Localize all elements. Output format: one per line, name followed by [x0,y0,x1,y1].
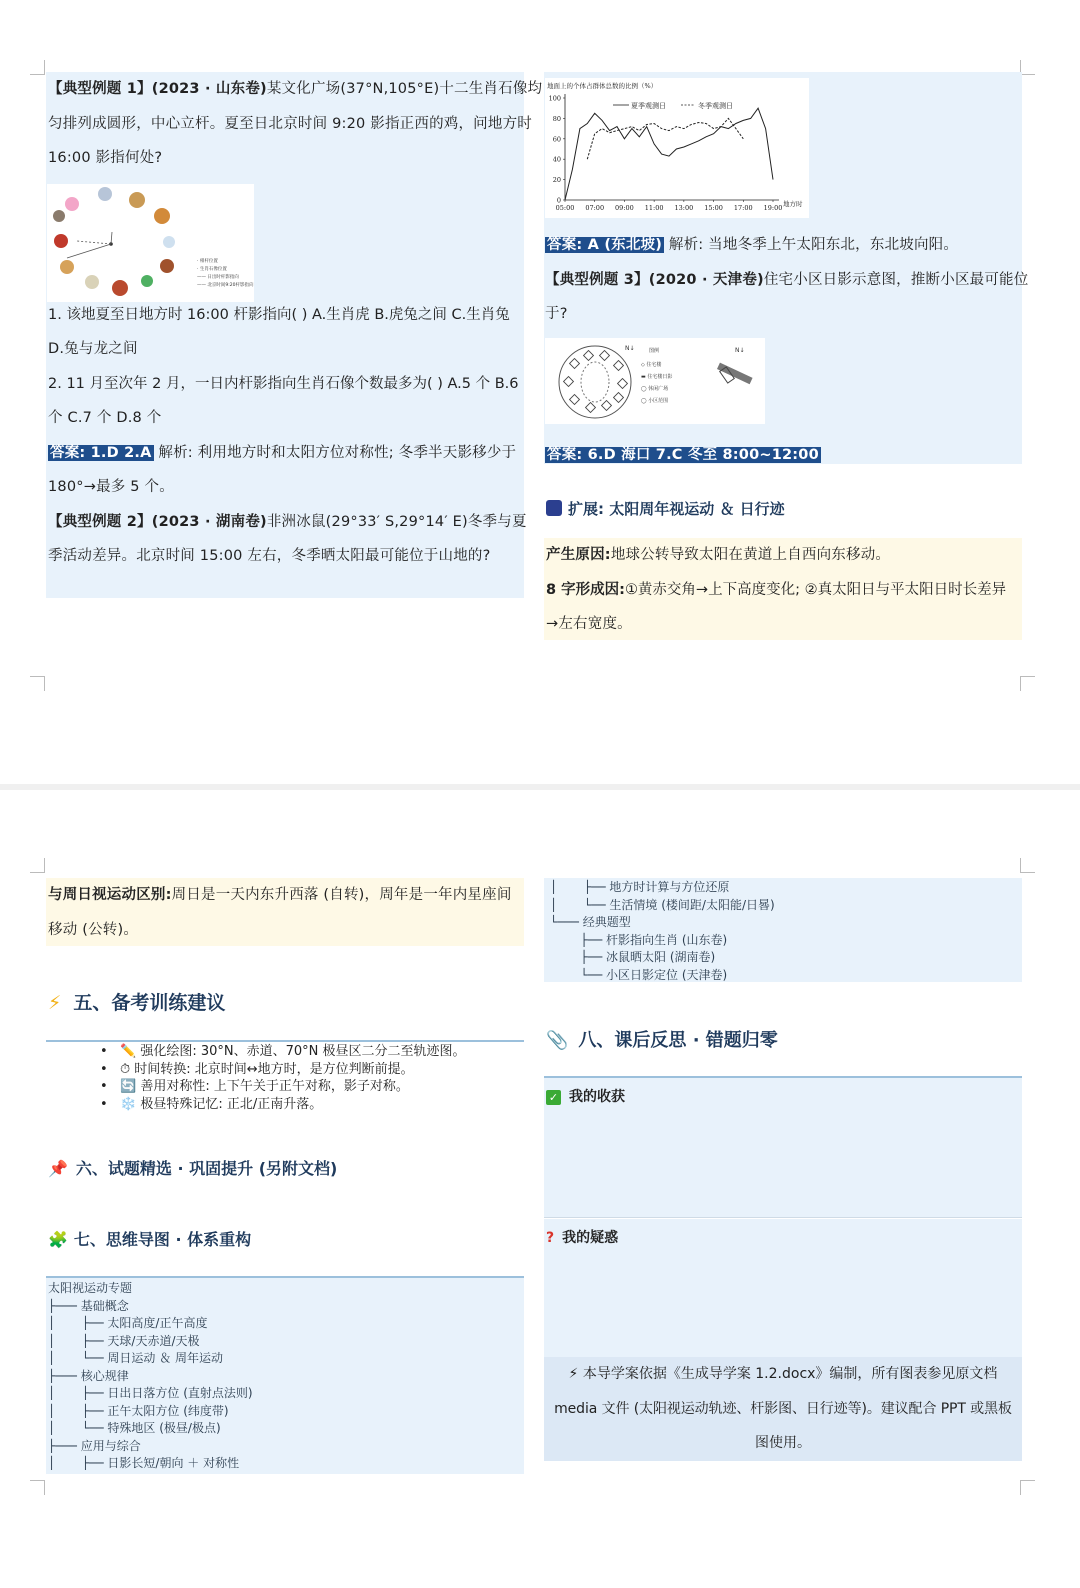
y-tick-label: 100 [548,94,561,103]
housing-shadow-figure [545,338,765,424]
ox-icon [129,192,145,208]
y-tick-label: 60 [552,135,561,144]
x-tick-label: 09:00 [615,204,634,212]
example-1-text: 某文化广场(37°N,105°E)十二生肖石像均 [266,81,543,97]
chart-xlabel: 地方时 [783,200,803,208]
crop-mark [30,60,45,75]
rat-icon [98,187,112,201]
activity-chart [545,78,809,218]
legend-text: · 生肖石像位置 [197,267,227,272]
legend-winter: 冬季观测日 [698,102,733,110]
crop-mark [1020,676,1035,691]
question-1: D.兔与龙之间 [48,341,138,357]
legend-text: ◇ 住宅楼 [641,362,662,368]
example-3-title: 【典型例题 3】(2020 · 天津卷) [545,271,764,288]
example-1-title: 【典型例题 1】(2023 · 山东卷) [48,81,267,97]
crop-mark [30,1480,45,1495]
legend-text: ◯ 休闲广场 [641,386,669,392]
y-tick-label: 0 [556,196,561,205]
figure8-label: 8 字形成因: [546,581,625,598]
series-winter-line [587,118,743,159]
example-1-box [46,72,543,598]
answer-explanation: 180°→最多 5 个。 [48,479,174,495]
check-icon: ✓ [546,1090,561,1105]
difference-text: 移动 (公转)。 [48,921,139,938]
cause-label: 产生原因: [546,547,611,563]
horse-icon [112,280,128,296]
answer-explanation: 解析: 当地冬季上午太阳东北，东北坡向阳。 [668,237,959,253]
note-text: media 文件 (太阳视运动轨迹、杆影图、日行迹等)。建议配合 PPT 或黑板 [554,1400,1012,1417]
legend-text: ▬ 住宅楼日影 [641,374,673,380]
note-box [544,1357,1022,1461]
legend-summer: 夏季观测日 [631,102,666,110]
mind-map-tree: │ ├── 地方时计算与方位还原 │ └── 生活情境 (楼间距/太阳能/日晷) └─── 经典题型 ├── 杆影指向生肖 (山东卷) ├── 冰鼠晒太阳 (湖南卷) └── 小区日影定位 (天津卷) [550,880,775,982]
page-1 [0,0,1080,784]
question-1: 1. 该地夏至日地方时 16:00 杆影指向( ) A.生肖虎 B.虎兔之间 C.生肖兔 [48,306,510,323]
buildings [564,351,628,413]
tiger-icon [154,208,170,224]
legend-text: ◯ 小区范围 [641,398,669,404]
tips-list [120,1043,520,1113]
line-chart [545,78,809,218]
x-tick-label: 11:00 [644,204,664,212]
north-arrow-icon: N↓ [735,347,745,354]
x-tick-label: 05:00 [555,204,575,212]
sunrise-shadow-line [77,241,111,244]
tip-item: • 🔄 善用对称性: 上下午关于正午对称，影子对称。 [120,1078,520,1096]
question-2: 个 C.7 个 D.8 个 [48,410,162,426]
y-tick-label: 40 [552,155,561,164]
crop-mark [1020,60,1035,75]
tip-item: • ⏱ 时间转换: 北京时间↔地方时，是方位判断前提。 [120,1061,520,1079]
shadow-line [111,232,112,244]
example-2-text: 季活动差异。北京时间 15:00 左右，冬季晒太阳最可能位于山地的? [48,548,491,564]
x-tick-label: 15:00 [704,204,723,212]
shadow-0920-line [67,244,111,258]
rooster-icon [54,234,68,248]
legend-text: 图例 [649,348,660,354]
goat-icon [85,275,99,289]
crop-mark [1020,1480,1035,1495]
galaxy-icon [546,500,562,516]
tip-item: • ❄️ 极昼特殊记忆: 正北/正南升落。 [120,1096,520,1114]
tip-item: • ✏️ 强化绘图: 30°N、赤道、70°N 极昼区二分二至轨迹图。 [120,1043,520,1061]
legend-text: —— 日出时杆影指向 [197,275,239,280]
crop-mark [1020,858,1035,873]
example-2-title: 【典型例题 2】(2023 · 湖南卷) [48,513,267,530]
answer-badge: 答案: 1.D 2.A [50,444,152,461]
example-1-text: 匀排列成圆形，中心立杆。夏至日北京时间 9:20 影指正西的鸡，问地方时 [48,115,532,132]
question-2: 2. 11 月至次年 2 月，一日内杆影指向生肖石像个数最多为( ) A.5 个 B.6 [48,375,519,392]
pig-icon [65,197,79,211]
housing-diagram [545,338,765,424]
plaza-shape [581,362,609,402]
series-summer-line [565,108,773,200]
x-tick-label: 07:00 [585,204,605,212]
x-tick-label: 19:00 [763,204,783,212]
gain-box [544,1078,1022,1218]
example-3-text: 于? [545,306,568,322]
answer-badge: 答案: A (东北坡) [547,237,663,253]
legend-text: —— 北京时间9:20杆影指向 [197,283,254,288]
snake-icon [141,275,153,287]
example-1-text: 16:00 影指何处? [48,150,163,166]
building-shadow-shape [717,363,753,385]
figure8-text: ①黄赤交角→上下高度变化; ②真太阳日与平太阳日时长差异 [624,581,1007,598]
crop-mark [30,858,45,873]
difference-label: 与周日视运动区别: [48,887,172,903]
section-6-heading: 📌 六、试题精选 · 巩固提升 (另附文档) [48,1159,338,1178]
figure8-text: →左右宽度。 [546,616,632,632]
crop-mark [30,676,45,691]
example-2-text: 非洲冰鼠(29°33′ S,29°14′ E)冬季与夏 [266,513,527,530]
section-7-heading: 🧩 七、思维导图 · 体系重构 [48,1230,252,1249]
answer-explanation: 解析: 利用地方时和太阳方位对称性; 冬季半天影移少于 [158,444,517,461]
section-8-heading: 📎 八、课后反思 · 错题归零 [546,1030,778,1051]
y-tick-label: 20 [552,176,561,185]
page-2 [0,790,1080,1588]
difference-box [46,878,524,946]
cause-text: 地球公转导致太阳在黄道上自西向东移动。 [610,547,891,563]
mind-map-box-continued [544,878,1022,982]
section-divider [46,1040,524,1042]
monkey-icon [60,260,74,274]
rabbit-icon [163,236,175,248]
zodiac-statue-figure [47,184,254,302]
answer-badge: 答案: 6.D 海口 7.C 冬至 8:00~12:00 [547,447,819,463]
mind-map-tree: 太阳视运动专题 ├─── 基础概念 │ ├── 太阳高度/正午高度 │ ├── 天球/天赤道/天极 │ └── 周日运动 ＆ 周年运动 ├─── 核心规律 │ ├── 日出日落方位 (直射点法则) │ ├── 正午太阳方位 (纬度带) │ └── 特殊地区 (极昼/极点) ├─── 应用与综合 │ ├── 日影长短/朝向 ＋ 对称性 [48,1281,253,1470]
legend-text: · 相杆位置 [197,259,218,264]
extension-heading: 扩展: 太阳周年视运动 ＆ 日行迹 [546,498,785,519]
zodiac-diagram [47,184,254,302]
note-text: 图使用。 [755,1435,811,1451]
question-icon: ? [546,1230,555,1246]
lightning-icon: ⚡ [48,992,62,1014]
paperclip-icon: 📎 [546,1030,569,1051]
chart-ylabel: 地面上的个体占群体总数的比例（%） [547,82,658,90]
example-3-text: 住宅小区日影示意图，推断小区最可能位 [763,271,1029,288]
difference-text: 周日是一天内东升西落 (自转)，周年是一年内星座间 [171,887,512,903]
y-tick-label: 80 [552,114,561,123]
doubt-box [544,1219,1022,1357]
mind-map-box [46,1278,524,1474]
puzzle-icon: 🧩 [48,1230,68,1249]
note-text: ⚡ 本导学案依据《生成导学案 1.2.docx》编制，所有图表参见原文档 [568,1366,998,1382]
doubt-heading: ? 我的疑惑 [546,1230,619,1246]
pushpin-icon: 📌 [48,1159,68,1178]
x-tick-label: 17:00 [733,204,753,212]
section-5-heading: ⚡ 五、备考训练建议 [48,992,226,1014]
x-tick-label: 13:00 [674,204,694,212]
gain-heading: ✓ 我的收获 [546,1086,625,1106]
dragon-icon [160,259,174,273]
north-arrow-icon: N↓ [625,345,635,352]
extension-box [544,538,1022,640]
dog-icon [53,210,65,222]
